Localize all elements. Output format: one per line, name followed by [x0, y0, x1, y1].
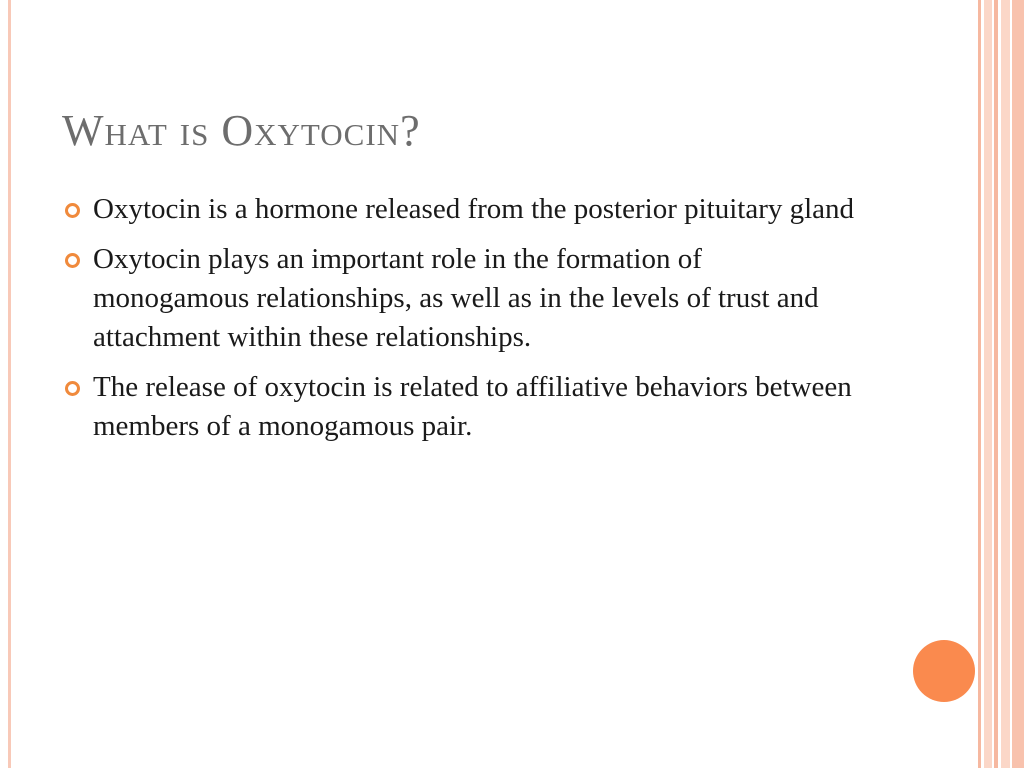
bullet-text: Oxytocin plays an important role in the formation of monogamous relationships, as well as in the levels of trust and attachment within these relationships.	[93, 243, 819, 353]
right-stripe	[1012, 0, 1024, 768]
decorative-circle	[913, 640, 975, 702]
left-border-line	[8, 0, 11, 768]
right-stripe	[1001, 0, 1010, 768]
bullet-text: The release of oxytocin is related to affiliative behaviors between members of a monogamous pair.	[93, 371, 852, 442]
right-stripe	[984, 0, 992, 768]
bullet-item	[62, 190, 862, 229]
bullet-item	[62, 368, 862, 446]
bullet-text: Oxytocin is a hormone released from the posterior pituitary gland	[93, 193, 855, 225]
slide-title: What is Oxytocin?	[62, 106, 421, 155]
right-stripe	[994, 0, 998, 768]
right-stripe	[978, 0, 981, 768]
ring-bullet-icon	[65, 203, 80, 218]
ring-bullet-icon	[65, 381, 80, 396]
bullet-list	[62, 190, 862, 457]
ring-bullet-icon	[65, 253, 80, 268]
bullet-item	[62, 240, 862, 357]
